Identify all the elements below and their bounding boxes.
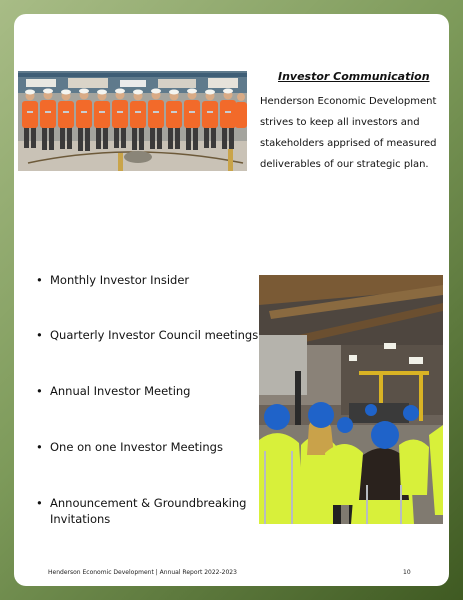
bullet-icon: • (36, 384, 43, 398)
list-item (36, 495, 272, 527)
footer-text: Henderson Economic Development | Annual Report 2022-2023 (48, 569, 237, 576)
bullet-icon: • (36, 496, 43, 510)
list-item-label: Annual Investor Meeting (50, 384, 191, 398)
list-item (36, 439, 272, 455)
bullet-icon: • (36, 440, 43, 454)
group-photo (18, 71, 247, 171)
list-item-label: Quarterly Investor Council meetings (50, 328, 259, 342)
list-item-label: One on one Investor Meetings (50, 440, 223, 454)
page-number: 10 (403, 569, 411, 576)
section-title: Investor Communication (278, 70, 430, 83)
bullet-icon: • (36, 273, 43, 287)
bullet-icon: • (36, 328, 43, 342)
list-item-label: Announcement & Groundbreaking Invitations (50, 496, 247, 526)
workers-photo (259, 275, 443, 524)
list-item (36, 272, 272, 288)
list-item-label: Monthly Investor Insider (50, 273, 190, 287)
list-item (36, 327, 272, 343)
section-body: Henderson Economic Development strives to keep all investors and stakeholders apprised of measured deliverables of our strategic plan. (260, 96, 437, 170)
report-page (14, 14, 449, 586)
list-item (36, 383, 272, 399)
